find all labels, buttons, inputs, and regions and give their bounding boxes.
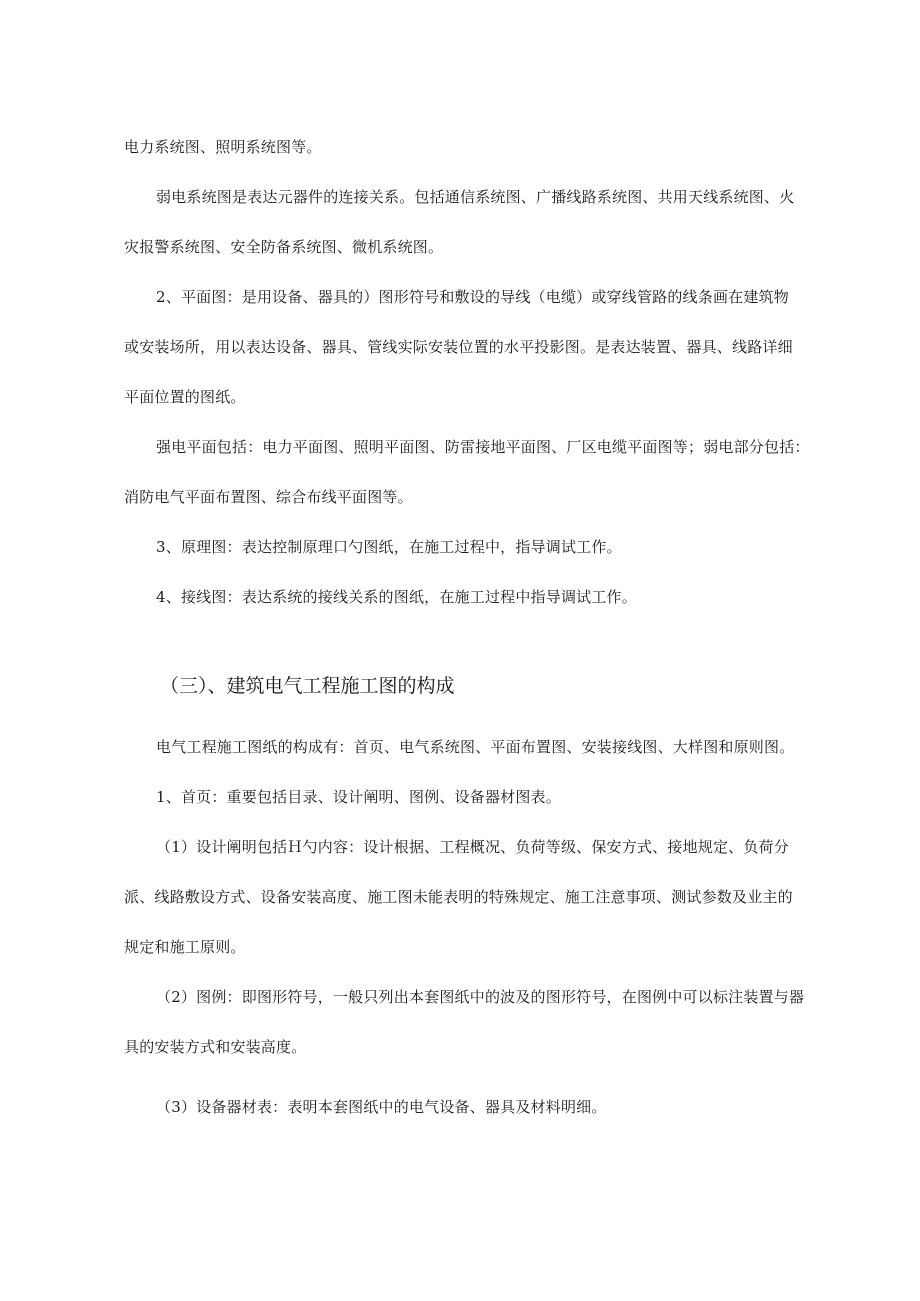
paragraph-line: 平面位置的图纸。 bbox=[124, 388, 246, 406]
paragraph-line: 电气工程施工图纸的构成有：首页、电气系统图、平面布置图、安装接线图、大样图和原则图。 bbox=[156, 738, 795, 756]
paragraph-line: 3、原理图：表达控制原理口勺图纸，在施工过程中，指导调试工作。 bbox=[156, 538, 622, 556]
paragraph-line: 强电平面包括：电力平面图、照明平面图、防雷接地平面图、厂区电缆平面图等；弱电部分包括： bbox=[156, 438, 810, 456]
paragraph-line: （3）设备器材表：表明本套图纸中的电气设备、器具及材料明细。 bbox=[156, 1098, 607, 1116]
paragraph-line: 规定和施工原则。 bbox=[124, 938, 246, 956]
paragraph-line: 具的安装方式和安装高度。 bbox=[124, 1038, 307, 1056]
paragraph-line: 派、线路敷设方式、设备安装高度、施工图未能表明的特殊规定、施工注意事项、测试参数及业主的 bbox=[124, 888, 793, 906]
paragraph-line: 消防电气平面布置图、综合布线平面图等。 bbox=[124, 488, 413, 506]
paragraph-line: 电力系统图、照明系统图等。 bbox=[124, 138, 322, 156]
paragraph-line: 1、首页：重要包括目录、设计阐明、图例、设备器材图表。 bbox=[156, 788, 561, 806]
section-heading: （三）、建筑电气工程施工图的构成 bbox=[160, 675, 455, 697]
paragraph-line: （1）设计阐明包括Ｈ勺内容：设计根据、工程概况、负荷等级、保安方式、接地规定、负荷分 bbox=[156, 838, 789, 856]
paragraph-line: 4、接线图：表达系统的接线关系的图纸，在施工过程中指导调试工作。 bbox=[156, 588, 637, 606]
paragraph-line: 弱电系统图是表达元器件的连接关系。包括通信系统图、广播线路系统图、共用天线系统图、火 bbox=[156, 188, 795, 206]
paragraph-line: 灾报警系统图、安全防备系统图、微机系统图。 bbox=[124, 238, 444, 256]
paragraph-line: 或安装场所，用以表达设备、器具、管线实际安装位置的水平投影图。是表达装置、器具、线路详细 bbox=[124, 338, 793, 356]
paragraph-line: 2、平面图：是用设备、器具的）图形符号和敷设的导线（电缆）或穿线管路的线条画在建筑物 bbox=[156, 288, 789, 306]
paragraph-line: （2）图例：即图形符号，一般只列出本套图纸中的波及的图形符号，在图例中可以标注装置与器 bbox=[156, 988, 805, 1006]
